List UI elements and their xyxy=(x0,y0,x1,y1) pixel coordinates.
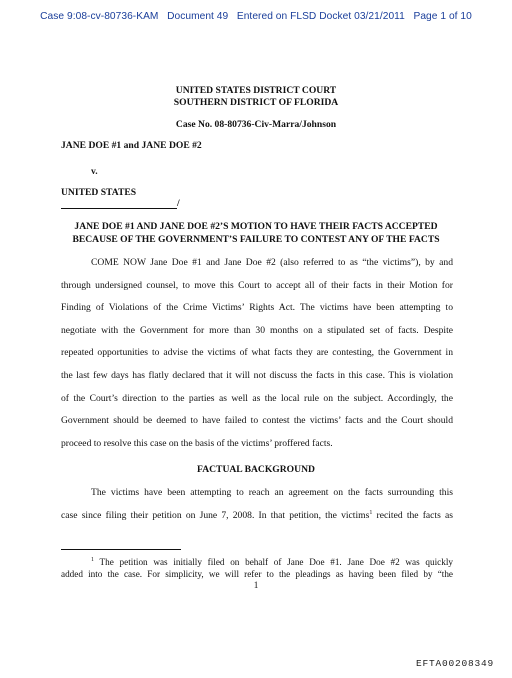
defendant-caption: UNITED STATES xyxy=(61,187,137,198)
intro-line: through undersigned counsel, to move this Court to accept all of their facts in their Motion for xyxy=(61,279,453,291)
page-number: 1 xyxy=(253,580,259,590)
intro-line: the last few days has flatly declared that it will not discuss the facts in this case. This is violation xyxy=(61,369,453,381)
background-line: The victims have been attempting to reach an agreement on the facts surrounding this xyxy=(91,487,453,498)
intro-paragraph xyxy=(61,252,453,455)
section-heading: FACTUAL BACKGROUND xyxy=(197,464,315,475)
bates-number: EFTA00208349 xyxy=(415,658,494,669)
caption-slash: / xyxy=(177,198,180,209)
intro-line: Government should be deemed to have failed to contest the victims’ facts and the Court should xyxy=(61,415,453,427)
background-paragraph xyxy=(61,482,453,527)
caption-underline xyxy=(61,208,177,209)
footnote xyxy=(61,556,453,580)
intro-line: negotiate with the Government for more than 30 months on a stipulated set of facts. Despite xyxy=(61,324,453,336)
motion-title-line-1: JANE DOE #1 AND JANE DOE #2’S MOTION TO HAVE THEIR FACTS ACCEPTED xyxy=(74,221,438,232)
docket-stamp: Case 9:08-cv-80736-KAM Document 49 Entered on FLSD Docket 03/21/2011 Page 1 of 10 xyxy=(40,11,472,22)
footnote-marker: 1 xyxy=(91,556,94,563)
footnote-divider xyxy=(61,549,181,550)
background-line xyxy=(61,505,453,528)
background-line-text: recited the facts as xyxy=(372,509,454,521)
background-line-text: case since filing their petition on June 7, 2008. In that petition, the victims xyxy=(61,509,370,521)
intro-line: Finding of Violations of the Crime Victims’ Rights Act. The victims have been attempting to xyxy=(61,302,453,314)
footnote-reference[interactable]: 1 xyxy=(369,509,373,516)
plaintiff-caption: JANE DOE #1 and JANE DOE #2 xyxy=(61,140,202,151)
court-heading xyxy=(0,85,512,109)
motion-title-line-2: BECAUSE OF THE GOVERNMENT’S FAILURE TO CONTEST ANY OF THE FACTS xyxy=(72,234,440,245)
case-number: Case No. 08-80736-Civ-Marra/Johnson xyxy=(175,119,337,130)
intro-line: proceed to resolve this case on the basis of the victims’ proffered facts. xyxy=(61,437,333,449)
footnote-line xyxy=(61,556,453,568)
intro-line: COME NOW Jane Doe #1 and Jane Doe #2 (also referred to as “the victims”), by and xyxy=(91,257,453,268)
court-name: UNITED STATES DISTRICT COURT xyxy=(175,85,337,96)
motion-title xyxy=(0,220,512,246)
versus-label: v. xyxy=(91,166,98,177)
court-district: SOUTHERN DISTRICT OF FLORIDA xyxy=(173,97,339,108)
intro-line: repeated opportunities to advise the victims of what facts they are contesting, the Government in xyxy=(61,347,453,359)
intro-line: of the Court’s direction to the parties as well as the local rule on the subject. Accordingly, the xyxy=(61,392,453,404)
footnote-line: added into the case. For simplicity, we will refer to the pleadings as having been filed by “the xyxy=(61,569,453,579)
footnote-text: The petition was initially filed on behalf of Jane Doe #1. Jane Doe #2 was quickly xyxy=(94,557,453,567)
